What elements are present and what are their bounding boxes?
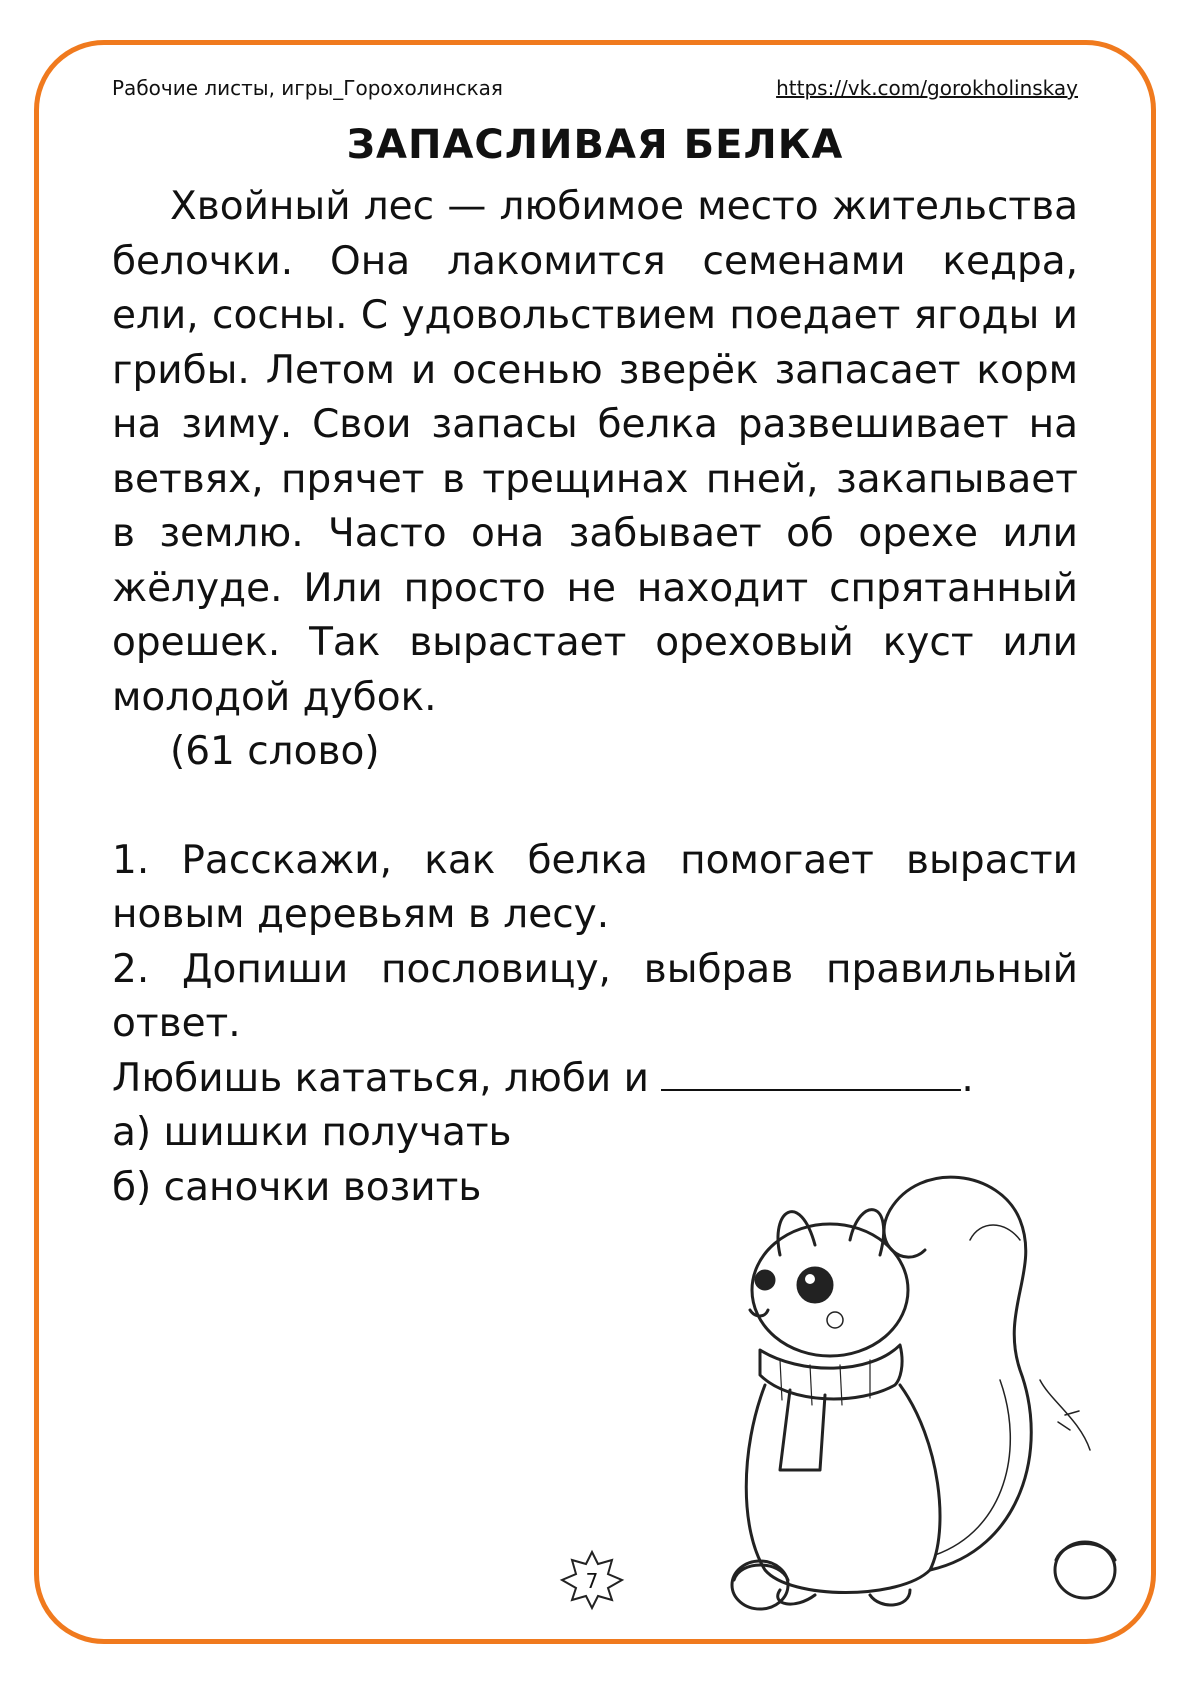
header-author: Рабочие листы, игры_Горохолинская [112,76,503,100]
proverb-text: Любишь кататься, люби и [112,1055,649,1101]
worksheet-text [112,180,1078,1215]
squirrel-illustration [720,1150,1120,1620]
proverb-period: . [961,1055,974,1101]
answer-blank[interactable] [661,1059,961,1091]
option-b: б) саночки возить [112,1164,482,1210]
word-count: (61 слово) [170,729,380,774]
header-link[interactable]: https://vk.com/gorokholinskay [776,76,1078,100]
story-paragraph: Хвойный лес — любимое место жительства белочки. Она лакомится семенами кедра, ели, сосны. С удовольствием поедает ягоды и грибы. Летом и осенью зверёк запасает корм на зиму. Свои запасы белка развешивает на ветвях, прячет в трещинах пней, закапывает в землю. Часто она забывает об орехе или жёлуде. Или просто не находит спрятанный орешек. Так вырастает ореховый куст или молодой дубок. [112,184,1078,720]
question-2: 2. Допиши пословицу, выбрав правильный ответ. [112,946,1078,1046]
page-number: 7 [585,1569,599,1593]
question-1: 1. Расскажи, как белка помогает вырасти новым деревьям в лесу. [112,837,1078,937]
proverb-line [112,1052,1078,1107]
page-title: ЗАПАСЛИВАЯ БЕЛКА [346,122,844,168]
option-a: а) шишки получать [112,1110,512,1155]
page-number-leaf-icon [558,1548,626,1612]
